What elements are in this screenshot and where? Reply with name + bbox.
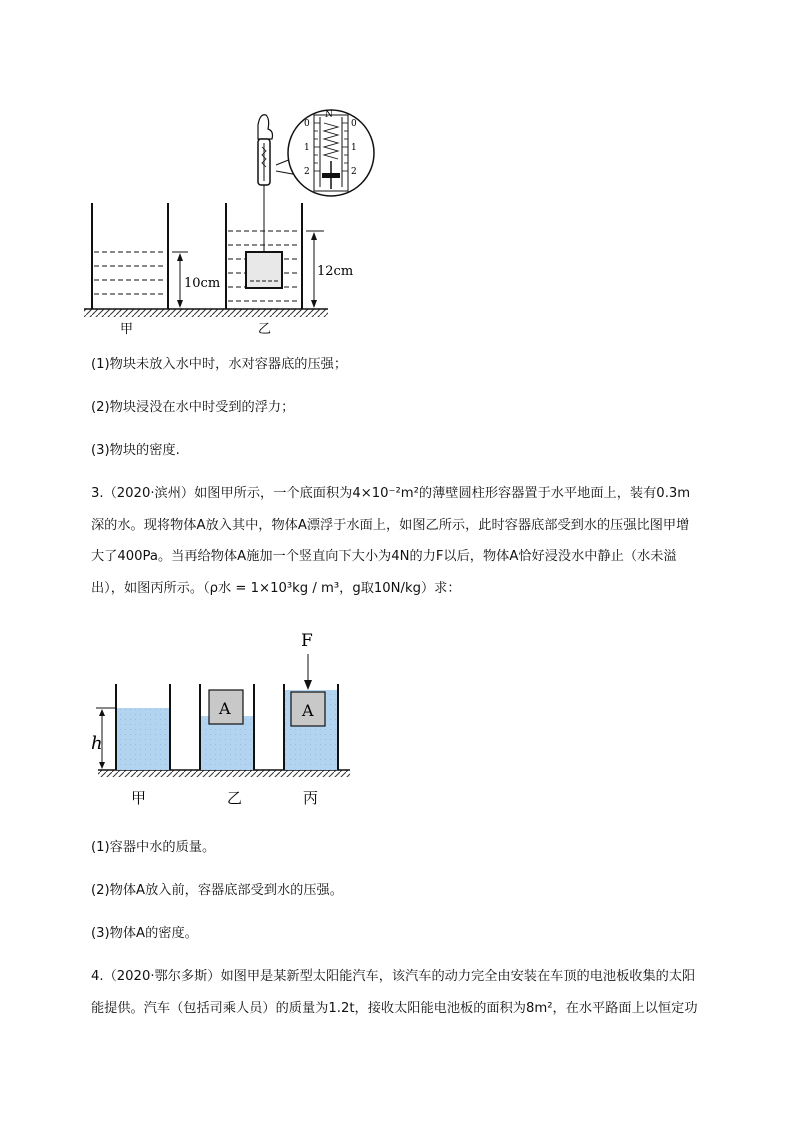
scale-zoom-callout xyxy=(276,110,374,196)
container-b xyxy=(200,684,254,770)
question-4 xyxy=(91,961,731,1024)
container-yi xyxy=(226,191,302,309)
q4-line-1: 4.（2020·鄂尔多斯）如图甲是某新型太阳能汽车，该汽车的动力完全由安装在车顶的电池板收集的太阳 xyxy=(91,969,696,984)
dim-left-text: 10cm xyxy=(184,276,221,291)
block-a-label-b: A xyxy=(219,699,231,718)
ground-hatch-2 xyxy=(98,770,350,777)
block-a-label-c: A xyxy=(302,701,314,720)
spring-scale xyxy=(258,115,273,193)
submerged-block xyxy=(246,252,282,288)
fig2-label-yi: 乙 xyxy=(227,789,243,807)
height-label: h xyxy=(91,733,103,754)
fig1-label-jia: 甲 xyxy=(120,322,134,337)
fig1-label-yi: 乙 xyxy=(258,322,272,337)
q3-line-2: 深的水。现将物体A放入其中，物体A漂浮于水面上，如图乙所示，此时容器底部受到水的压强比图甲增 xyxy=(91,517,690,533)
container-jia xyxy=(92,203,168,309)
q3-line-1: 3.（2020·滨州）如图甲所示，一个底面积为4×10⁻²m²的薄壁圆柱形容器置于水平地面上，装有0.3m xyxy=(91,486,691,501)
q2-part-3: (3)物块的密度. xyxy=(91,443,180,458)
ground-hatch-1 xyxy=(84,309,328,317)
scale-left-1: 1 xyxy=(304,143,310,153)
force-arrow-icon xyxy=(304,680,312,690)
figure-2-containers xyxy=(88,622,358,814)
scale-right-1: 1 xyxy=(351,143,357,153)
scale-left-0: 0 xyxy=(304,119,310,129)
q3-part-3: (3)物体A的密度。 xyxy=(91,926,198,941)
figure-1-containers xyxy=(80,105,357,340)
q3-line-4: 出），如图丙所示。（ρ水 = 1×10³kg / m³，g取10N/kg）求： xyxy=(91,580,461,596)
force-label: F xyxy=(301,631,313,651)
scale-right-2: 2 xyxy=(351,167,357,177)
fig2-label-bing: 丙 xyxy=(303,789,319,807)
q3-line-3: 大了400Pa。当再给物体A施加一个竖直向下大小为4N的力F以后，物体A恰好浸没水中静止（水未溢 xyxy=(91,549,677,564)
dim-right-text: 12cm xyxy=(317,264,354,279)
scale-right-0: 0 xyxy=(351,119,357,129)
q4-line-2: 能提供。汽车（包括司乘人员）的质量为1.2t，接收太阳能电池板的面积为8m²，在水平路面上以恒定功 xyxy=(91,1000,698,1016)
question-3 xyxy=(91,478,731,604)
scale-left-2: 2 xyxy=(304,167,310,177)
q3-part-1: (1)容器中水的质量。 xyxy=(91,840,216,855)
hand-icon xyxy=(258,115,273,139)
scale-unit: N xyxy=(325,110,333,120)
q3-part-2: (2)物体A放入前，容器底部受到水的压强。 xyxy=(91,883,343,898)
fig2-label-jia: 甲 xyxy=(131,789,147,807)
q2-part-1: (1)物块未放入水中时，水对容器底的压强； xyxy=(91,357,348,372)
q2-part-2: (2)物块浸没在水中时受到的浮力； xyxy=(91,400,295,415)
container-a xyxy=(116,684,170,770)
